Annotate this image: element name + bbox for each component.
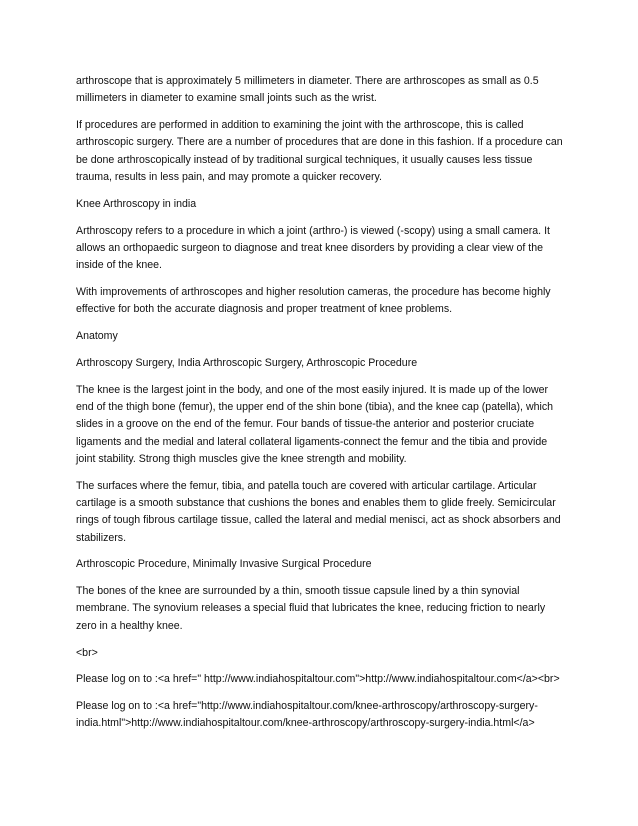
paragraph-articular-cartilage: The surfaces where the femur, tibia, and patella touch are covered with articular cartilage. Articular cartilage is a smooth substance that cushions the bones and enables them to glide freely. Semicircular rings of tough fibrous cartilage tissue, called the lateral and medial menisci, act as shock absorbers and stabilizers.: [76, 479, 561, 544]
paragraph-br-tag: <br>: [76, 646, 98, 659]
heading-knee-arthroscopy-india: Knee Arthroscopy in india: [76, 197, 197, 210]
paragraph-knee-anatomy: The knee is the largest joint in the body, and one of the most easily injured. It is made up of the lower end of the thigh bone (femur), the upper end of the shin bone (tibia), and the knee cap (patella), which slides in a groove on the end of the femur. Four bands of tissue-the anterior and posterior cruciate ligaments and the medial and lateral collateral ligaments-connect the femur and the tibia and provide joint stability. Strong thigh muscles give the knee strength and mobility.: [76, 383, 554, 465]
paragraph-log-on-home: Please log on to :<a href=" http://www.indiahospitaltour.com">http://www.indiahospitaltour.com</a><br>: [76, 673, 560, 686]
paragraph-arthroscope-size: arthroscope that is approximately 5 millimeters in diameter. There are arthroscopes as small as 0.5 millimeters in diameter to examine small joints such as the wrist.: [76, 75, 539, 105]
heading-arthroscopy-surgery: Arthroscopy Surgery, India Arthroscopic Surgery, Arthroscopic Procedure: [76, 356, 418, 369]
heading-anatomy: Anatomy: [76, 330, 118, 343]
heading-arthroscopic-procedure: Arthroscopic Procedure, Minimally Invasive Surgical Procedure: [76, 558, 372, 571]
paragraph-arthroscopy-definition: Arthroscopy refers to a procedure in which a joint (arthro-) is viewed (-scopy) using a small camera. It allows an orthopaedic surgeon to diagnose and treat knee disorders by providing a clear view of the inside of the knee.: [76, 224, 550, 272]
paragraph-arthroscopic-surgery: If procedures are performed in addition to examining the joint with the arthroscope, this is called arthroscopic surgery. There are a number of procedures that are done in this fashion. If a procedure can be done arthroscopically instead of by traditional surgical techniques, it usually causes less tissue trauma, results in less pain, and may promote a quicker recovery.: [76, 119, 563, 183]
document-body: [76, 73, 568, 742]
paragraph-synovial-membrane: The bones of the knee are surrounded by a thin, smooth tissue capsule lined by a thin synovial membrane. The synovium releases a special fluid that lubricates the knee, reducing friction to nearly zero in a healthy knee.: [76, 585, 546, 632]
paragraph-improvements: With improvements of arthroscopes and higher resolution cameras, the procedure has become highly effective for both the accurate diagnosis and proper treatment of knee problems.: [76, 285, 551, 316]
paragraph-log-on-knee-page: Please log on to :<a href="http://www.indiahospitaltour.com/knee-arthroscopy/arthroscopy-surgery-india.html">http://www.indiahospitaltour.com/knee-arthroscopy/arthroscopy-surgery-india.html</a>: [76, 700, 538, 730]
